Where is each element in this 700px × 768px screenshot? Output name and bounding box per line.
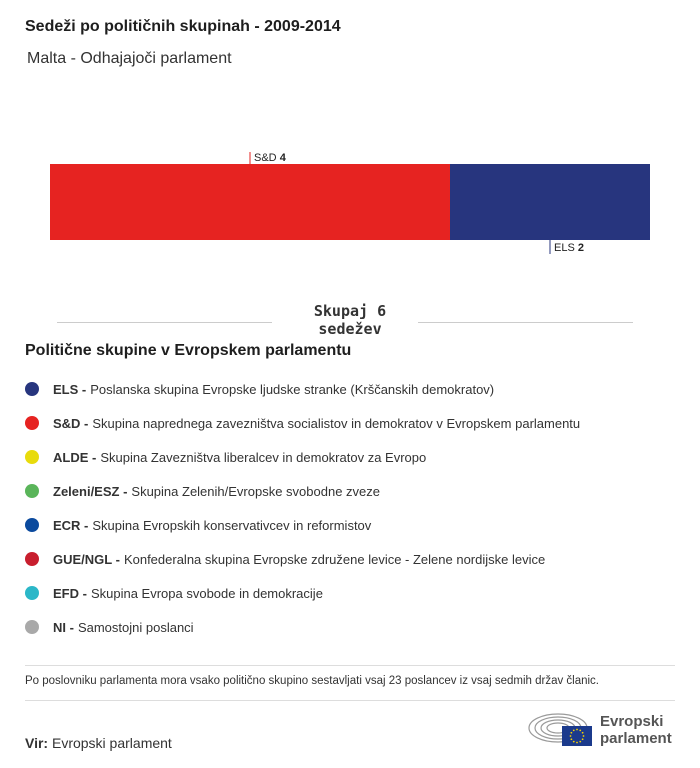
legend-text: Konfederalna skupina Evropske združene levice - Zelene nordijske levice xyxy=(123,551,546,567)
total-seats-line1: Skupaj 6 xyxy=(313,302,387,320)
legend-abbr: Zeleni/ESZ - xyxy=(53,483,128,499)
source xyxy=(25,735,172,751)
legend-dot xyxy=(25,450,39,464)
seat-bar-chart xyxy=(0,140,700,260)
legend-dot xyxy=(25,620,39,634)
legend-text: Poslanska skupina Evropske ljudske stranke (Krščanskih demokratov) xyxy=(90,381,495,397)
logo-text xyxy=(600,713,672,747)
legend-item xyxy=(25,406,580,440)
source-text: Evropski parlament xyxy=(51,735,172,751)
legend-text: Skupina Zavezništva liberalcev in demokratov za Evropo xyxy=(100,449,427,465)
legend-abbr: ECR - xyxy=(53,517,89,533)
bar-segment-els xyxy=(450,164,650,240)
legend-abbr: EFD - xyxy=(53,585,87,601)
footnote: Po poslovniku parlamenta mora vsako politično skupino sestavljati vsaj 23 poslancev iz vsaj sedmih držav članic. xyxy=(25,675,600,687)
total-divider-right xyxy=(418,322,633,323)
legend-dot xyxy=(25,518,39,532)
bar-segment-sd xyxy=(50,164,450,240)
total-divider-left xyxy=(57,322,272,323)
legend-text: Skupina Evropskih konservativcev in reformistov xyxy=(92,517,372,533)
ep-logo xyxy=(528,710,672,750)
eu-star-icon xyxy=(570,732,572,734)
footnote-divider-top xyxy=(25,665,675,666)
eu-star-icon xyxy=(579,741,581,743)
legend-abbr: ALDE - xyxy=(53,449,97,465)
source-label: Vir: xyxy=(25,735,49,751)
eu-star-icon xyxy=(573,741,575,743)
eu-star-icon xyxy=(583,735,585,737)
legend-abbr: S&D - xyxy=(53,415,89,431)
legend-item xyxy=(25,372,580,406)
total-seats-label xyxy=(275,302,425,338)
legend-item xyxy=(25,576,580,610)
eu-star-icon xyxy=(576,729,578,731)
eu-star-icon xyxy=(570,738,572,740)
eu-star-icon xyxy=(582,732,584,734)
eu-star-icon xyxy=(576,742,578,744)
logo-line2: parlament xyxy=(600,730,672,747)
legend-abbr: NI - xyxy=(53,619,74,635)
legend-text: Samostojni poslanci xyxy=(77,619,194,635)
legend-dot xyxy=(25,552,39,566)
legend xyxy=(25,372,580,644)
footnote-divider-bottom xyxy=(25,700,675,701)
eu-star-icon xyxy=(579,729,581,731)
eu-star-icon xyxy=(582,738,584,740)
parliament-emblem-icon xyxy=(528,710,594,750)
legend-abbr: GUE/NGL - xyxy=(53,551,120,567)
legend-text: Skupina naprednega zavezništva socialistov in demokratov v Evropskem parlamentu xyxy=(92,415,581,431)
legend-item xyxy=(25,610,580,644)
legend-title: Politične skupine v Evropskem parlamentu xyxy=(25,342,352,359)
legend-dot xyxy=(25,586,39,600)
bar-data-label: S&D 4 xyxy=(254,152,286,164)
chart-subtitle: Malta - Odhajajoči parlament xyxy=(27,50,232,67)
legend-item xyxy=(25,474,580,508)
legend-abbr: ELS - xyxy=(53,381,87,397)
logo-line1: Evropski xyxy=(600,713,664,730)
legend-item xyxy=(25,542,580,576)
eu-star-icon xyxy=(573,729,575,731)
chart-title: Sedeži po političnih skupinah - 2009-2014 xyxy=(25,18,341,35)
total-seats-line2: sedežev xyxy=(318,320,382,338)
legend-dot xyxy=(25,382,39,396)
legend-text: Skupina Zelenih/Evropske svobodne zveze xyxy=(131,483,380,499)
legend-text: Skupina Evropa svobode in demokracije xyxy=(90,585,323,601)
legend-dot xyxy=(25,484,39,498)
legend-item xyxy=(25,440,580,474)
legend-dot xyxy=(25,416,39,430)
legend-item xyxy=(25,508,580,542)
eu-star-icon xyxy=(570,735,572,737)
bar-data-label: ELS 2 xyxy=(554,242,584,254)
